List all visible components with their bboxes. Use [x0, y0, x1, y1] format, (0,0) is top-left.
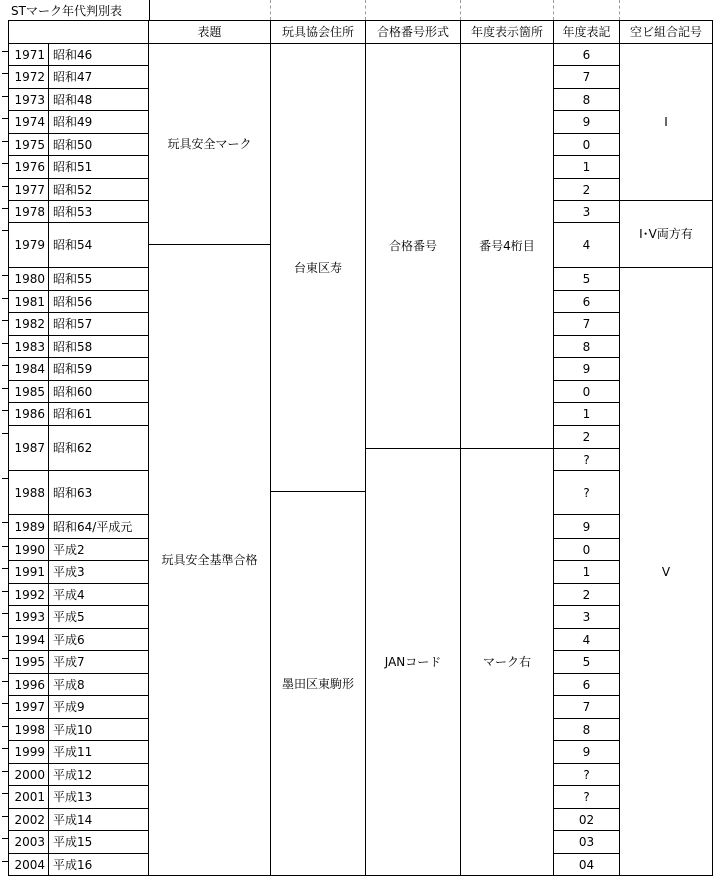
era-cell: 平成14: [48, 808, 149, 831]
year-cell: 2000: [8, 763, 49, 786]
code-cell: 03: [553, 830, 620, 854]
hyodai-toy-safety-mark: 玩具安全マーク: [148, 43, 271, 245]
row-tick: [2, 861, 8, 862]
code-cell: 0: [553, 133, 620, 156]
code-cell: 1: [553, 155, 620, 179]
era-cell: 平成13: [48, 785, 149, 809]
year-cell: 1978: [8, 200, 49, 223]
format-jan-code: JANコード: [365, 448, 461, 876]
era-cell: 昭和63: [48, 470, 149, 515]
row-tick: [2, 141, 8, 142]
year-cell: 1982: [8, 312, 49, 336]
kyokai-taito: 台東区寿: [270, 43, 366, 492]
year-cell: 1971: [8, 43, 49, 66]
year-cell: 1973: [8, 88, 49, 111]
code-cell: 8: [553, 335, 620, 358]
position-right-of-mark: マーク右: [460, 448, 554, 876]
row-tick: [2, 186, 8, 187]
row-tick: [2, 793, 8, 794]
row-tick: [2, 636, 8, 637]
gridline: [460, 0, 461, 20]
code-cell: 02: [553, 808, 620, 831]
era-cell: 昭和47: [48, 65, 149, 89]
header-gokaku-format: 合格番号形式: [365, 20, 461, 44]
row-tick: [2, 388, 8, 389]
row-tick: [2, 703, 8, 704]
header-kyokai-address: 玩具協会住所: [270, 20, 366, 44]
year-cell: 1995: [8, 650, 49, 674]
era-cell: 平成9: [48, 695, 149, 719]
format-gokaku-number: 合格番号: [365, 43, 461, 449]
row-tick: [2, 748, 8, 749]
hyodai-safety-standard-pass: 玩具安全基準合格: [148, 244, 271, 876]
row-tick: [2, 410, 8, 411]
era-cell: 平成11: [48, 740, 149, 764]
era-cell: 昭和64/平成元: [48, 514, 149, 539]
era-cell: 平成4: [48, 583, 149, 606]
era-cell: 平成7: [48, 650, 149, 674]
code-cell: 0: [553, 538, 620, 561]
header-blank: [8, 20, 149, 44]
year-cell: 2004: [8, 853, 49, 876]
row-tick: [2, 613, 8, 614]
year-cell: 1974: [8, 110, 49, 134]
year-cell: 1993: [8, 605, 49, 629]
sheet-title: STマーク年代判別表: [8, 0, 150, 20]
year-cell: 1999: [8, 740, 49, 764]
year-cell: 1980: [8, 267, 49, 291]
year-cell: 1975: [8, 133, 49, 156]
era-cell: 昭和61: [48, 402, 149, 426]
code-cell: 2: [553, 178, 620, 201]
row-tick: [2, 771, 8, 772]
code-cell: 6: [553, 673, 620, 696]
code-cell: 9: [553, 740, 620, 764]
code-cell: 1: [553, 560, 620, 584]
era-cell: 昭和60: [48, 380, 149, 403]
row-tick: [2, 343, 8, 344]
era-cell: 平成5: [48, 605, 149, 629]
year-cell: 1981: [8, 290, 49, 313]
row-tick: [2, 298, 8, 299]
row-tick: [2, 726, 8, 727]
code-cell: 3: [553, 200, 620, 223]
gridline: [270, 0, 271, 20]
header-kubi-symbol: 空ビ組合記号: [619, 20, 713, 44]
row-tick: [2, 591, 8, 592]
year-cell: 1977: [8, 178, 49, 201]
kigo-i-v-both: Ⅰ･Ⅴ両方有: [619, 200, 713, 268]
era-cell: 平成2: [48, 538, 149, 561]
code-cell: 1: [553, 402, 620, 426]
year-cell: 1996: [8, 673, 49, 696]
code-cell: 0: [553, 380, 620, 403]
row-tick: [2, 96, 8, 97]
year-cell: 1988: [8, 470, 49, 515]
row-tick: [2, 546, 8, 547]
row-tick: [2, 118, 8, 119]
era-cell: 平成16: [48, 853, 149, 876]
year-cell: 1972: [8, 65, 49, 89]
era-cell: 昭和54: [48, 222, 149, 268]
year-cell: 2001: [8, 785, 49, 809]
era-cell: 昭和53: [48, 200, 149, 223]
code-cell: ?: [553, 785, 620, 809]
kyokai-sumida: 墨田区東駒形: [270, 491, 366, 876]
row-tick: [2, 73, 8, 74]
header-year-position: 年度表示箇所: [460, 20, 554, 44]
era-cell: 昭和49: [48, 110, 149, 134]
gridline: [619, 0, 620, 20]
year-cell: 1979: [8, 222, 49, 268]
code-cell: 9: [553, 110, 620, 134]
year-cell: 1994: [8, 628, 49, 651]
year-cell: 1998: [8, 718, 49, 741]
row-tick: [2, 433, 8, 434]
row-tick: [2, 681, 8, 682]
kigo-v: Ⅴ: [619, 267, 713, 876]
code-cell: 6: [553, 43, 620, 66]
year-cell: 2002: [8, 808, 49, 831]
era-cell: 平成6: [48, 628, 149, 651]
year-cell: 1985: [8, 380, 49, 403]
code-cell: 9: [553, 357, 620, 381]
era-cell: 平成8: [48, 673, 149, 696]
era-cell: 昭和56: [48, 290, 149, 313]
row-tick: [2, 568, 8, 569]
year-cell: 1991: [8, 560, 49, 584]
era-cell: 平成12: [48, 763, 149, 786]
era-cell: 平成15: [48, 830, 149, 854]
year-cell: 1987: [8, 425, 49, 471]
year-cell: 1976: [8, 155, 49, 179]
year-cell: 1992: [8, 583, 49, 606]
row-tick: [2, 230, 8, 231]
code-cell: 6: [553, 290, 620, 313]
year-cell: 1984: [8, 357, 49, 381]
code-cell: 5: [553, 267, 620, 291]
code-cell: 8: [553, 88, 620, 111]
row-tick: [2, 522, 8, 523]
code-cell: 9: [553, 514, 620, 539]
era-cell: 平成10: [48, 718, 149, 741]
header-year-notation: 年度表記: [553, 20, 620, 44]
code-cell: 04: [553, 853, 620, 876]
code-cell: 4: [553, 628, 620, 651]
gridline: [365, 0, 366, 20]
era-cell: 昭和48: [48, 88, 149, 111]
row-tick: [2, 365, 8, 366]
row-tick: [2, 163, 8, 164]
era-cell: 昭和62: [48, 425, 149, 471]
gridline: [553, 0, 554, 20]
year-cell: 1989: [8, 514, 49, 539]
year-cell: 1990: [8, 538, 49, 561]
code-cell: 4: [553, 222, 620, 268]
year-cell: 2003: [8, 830, 49, 854]
code-cell: 2: [553, 425, 620, 449]
era-cell: 昭和59: [48, 357, 149, 381]
era-cell: 昭和52: [48, 178, 149, 201]
era-cell: 昭和51: [48, 155, 149, 179]
header-hyodai: 表題: [148, 20, 271, 44]
row-tick: [2, 478, 8, 479]
row-tick: [2, 320, 8, 321]
code-cell: 7: [553, 695, 620, 719]
code-cell: 7: [553, 65, 620, 89]
row-tick: [2, 208, 8, 209]
row-tick: [2, 658, 8, 659]
code-cell: 5: [553, 650, 620, 674]
year-cell: 1986: [8, 402, 49, 426]
code-cell: ?: [553, 448, 620, 471]
era-cell: 平成3: [48, 560, 149, 584]
code-cell: ?: [553, 470, 620, 515]
row-tick: [2, 816, 8, 817]
era-cell: 昭和46: [48, 43, 149, 66]
code-cell: ?: [553, 763, 620, 786]
code-cell: 8: [553, 718, 620, 741]
era-cell: 昭和50: [48, 133, 149, 156]
era-cell: 昭和55: [48, 267, 149, 291]
code-cell: 3: [553, 605, 620, 629]
position-4th-digit: 番号4桁目: [460, 43, 554, 449]
year-cell: 1997: [8, 695, 49, 719]
row-tick: [2, 275, 8, 276]
era-cell: 昭和58: [48, 335, 149, 358]
era-cell: 昭和57: [48, 312, 149, 336]
code-cell: 2: [553, 583, 620, 606]
row-tick: [2, 51, 8, 52]
kigo-i: Ⅰ: [619, 43, 713, 201]
year-cell: 1983: [8, 335, 49, 358]
code-cell: 7: [553, 312, 620, 336]
row-tick: [2, 838, 8, 839]
